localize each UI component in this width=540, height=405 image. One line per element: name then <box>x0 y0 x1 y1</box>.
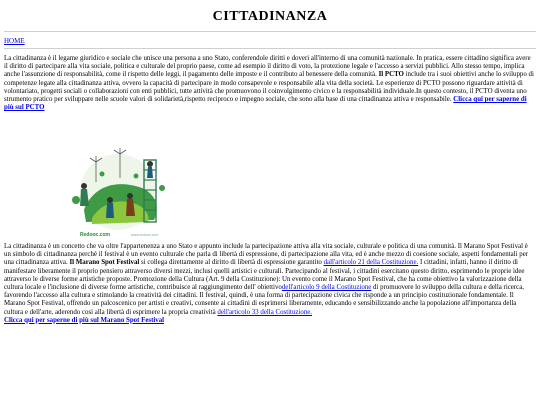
festival-bold-name: Il Marano Spot Festival <box>69 259 140 267</box>
festival-link[interactable]: Clicca qui per saperne di più sul Marano Spot Festival <box>4 316 165 324</box>
intro-text-1: La cittadinanza è il legame giuridico e sociale che unisce una persona a uno Stato, conferendole diritti e doveri all'interno di una comunità nazionale. In pratica, essere cittadino significa avere il diritto di partecipare alla vita sociale, politica e culturale del proprio paese, come ad esempio il diritto di voto, la protezione legale e l'accesso a servizi pubblici. Allo stesso tempo, implica anche l'assunzione di responsabilità, come il rispetto delle leggi, il pagamento delle imposte e il contributo al benessere della comunità. <box>4 55 531 79</box>
intro-paragraph <box>4 55 536 112</box>
home-link[interactable]: HOME <box>4 37 25 45</box>
festival-text-3: I cittadini, infatti, hanno il diritto di manifestare liberamente il proprio pensiero attraverso diversi mezzi, inclusi quelli artistici e culturali. Partecipando al festival, i cittadini esercitano questo diritto, esprimendo le proprie idee attraverso le diverse forme artistiche proposte. Promozione della Cultura (Art. 9 della Costituzione): Un evento come il Marano Spot Festival, che ha come obiettivo la valorizzazione della cultura locale e l'inclusione di diverse forme artistiche, contribuisce al raggiungimento dell' obiettivo <box>4 259 525 292</box>
top-divider <box>4 31 536 32</box>
article-21-link[interactable]: dall'articolo 21 della Costituzione. <box>323 259 419 267</box>
intro-text-2: include tra i suoi obiettivi anche lo sviluppo di competenze legate alla cittadinanza attiva, ovvero la capacità di partecipare in modo consapevole e responsabile alla vita della società. Le esperienze di PCTO possono riguardare attività di volontariato, progetti sociali o collaborazioni con enti pubblici, tutte attività che promuovono il coinvolgimento civico e la responsabilità individuale.In questo contesto, il PCTO diventa uno strumento pratico per sviluppare nelle scuole valori di solidarietà,rispetto reciproco e impegno sociale, che sono alla base di una cittadinanza attiva e responsabile. <box>4 71 534 104</box>
image-brand-text: Redooc.com <box>80 232 111 238</box>
festival-paragraph <box>4 243 536 325</box>
festival-text-4: di promuovere lo sviluppo della cultura e della ricerca, favorendo l'accesso alla cultura e stimolando la creatività dei cittadini. Il festival, quindi, è una forma di partecipazione civica che risponde a un principio costituzionale fondamentale. Il Marano Spot Festival, offrendo un palcoscenico per artisti e creativi, consente ai cittadini di esprimersi liberamente, educando e sensibilizzando anche la popolazione all'importanza della cultura e dell'arte, aderendo così alla libertà di esprimere la propria creatività <box>4 284 524 316</box>
nav-divider <box>4 48 536 49</box>
festival-text-2: si collega direttamente al diritto di libertà di espressione garantito <box>139 259 324 267</box>
pcto-link[interactable]: Clicca qui per saperne di più sul PCTO <box>4 96 527 112</box>
citizenship-illustration <box>62 148 174 244</box>
intro-bold-pcto: Il PCTO <box>378 71 404 79</box>
page-title: CITTADINANZA <box>212 9 328 24</box>
article-9-link[interactable]: dell'articolo 9 della Costituzione <box>281 284 372 292</box>
festival-text-1: La cittadinanza è un concetto che va oltre l'appartenenza a uno Stato e appunto include la partecipazione attiva alla vita sociale, culturale e politica di una comunità. Il Marano Spot Festival è un simbolo di cittadinanza perché il festival è un evento culturale che parla di libertà di espressione, di partecipazione alla vita, ed è anche mezzo di coesione sociale, aspetti fondamentali per una cittadinanza attiva. <box>4 243 529 267</box>
article-33-link[interactable]: dell'articolo 33 della Costituzione. <box>217 308 313 316</box>
image-credit-text: www.redooc.com <box>131 233 159 237</box>
